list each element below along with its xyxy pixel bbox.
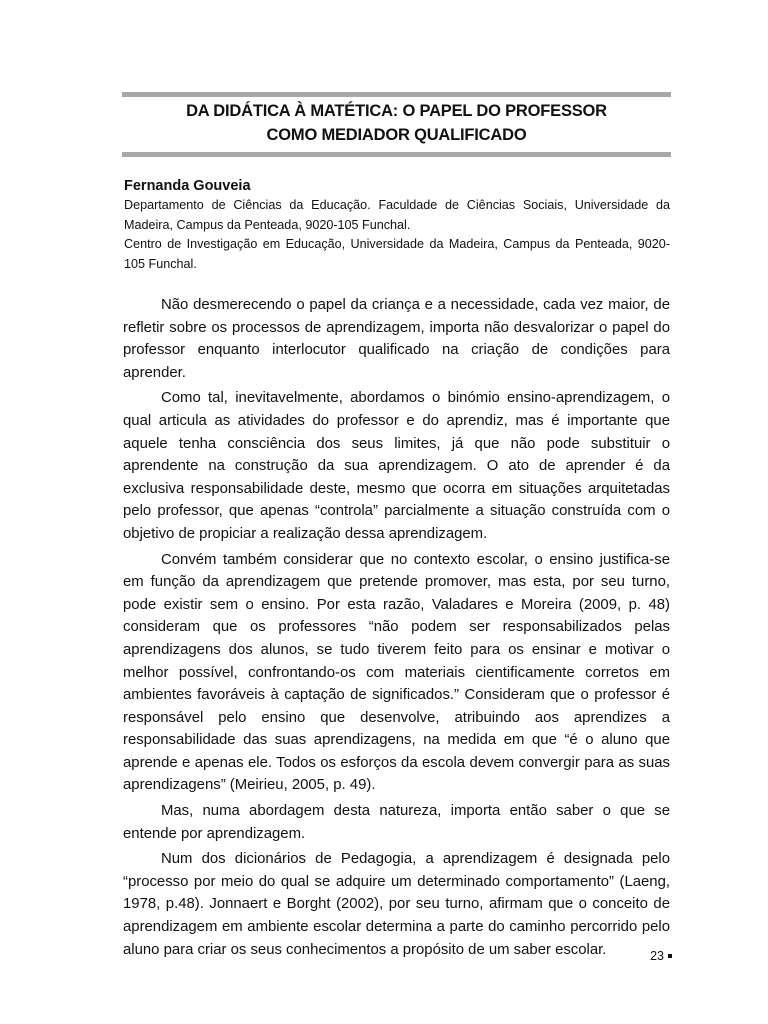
author-block (124, 176, 670, 274)
title-line-1: DA DIDÁTICA À MATÉTICA: O PAPEL DO PROFESSOR (186, 102, 607, 120)
page-number (620, 948, 672, 964)
body-text (123, 294, 670, 964)
title-line-2: COMO MEDIADOR QUALIFICADO (266, 126, 527, 144)
title-top-rule (122, 92, 671, 97)
page-number-value: 23 (650, 949, 664, 963)
paragraph-1: Não desmerecendo o papel da criança e a necessidade, cada vez maior, de refletir sobre os processos de aprendizagem, importa não desvalorizar o papel do professor enquanto interlocutor qualificado na criação de condições para aprender. (123, 297, 670, 381)
title-bottom-rule (122, 152, 671, 157)
paragraph-4: Mas, numa abordagem desta natureza, importa então saber o que se entende por aprendizagem. (123, 803, 670, 842)
paragraph-5: Num dos dicionários de Pedagogia, a aprendizagem é designada pelo “processo por meio do qual se adquire um determinado comportamento” (Laeng, 1978, p.48). Jonnaert e Borght (2002), por seu turno, afirmam que o conceito de aprendizagem em ambiente escolar determina a parte do caminho percorrido pelo aluno para criar os seus conhecimentos a propósito de um saber escolar. (123, 851, 670, 958)
article-title (122, 99, 671, 147)
paragraph-3: Convém também considerar que no contexto escolar, o ensino justifica-se em função da aprendizagem que pretende promover, mas esta, por seu turno, pode existir sem o ensino. Por esta razão, Valadares e Moreira (2009, p. 48) consideram que os professores “não podem ser responsabilizados pelas aprendizagens dos alunos, se tudo tiverem feito para os ensinar e motivar o melhor possível, confrontando-os com materiais cientificamente corretos em ambientes favoráveis à captação de significados.” Consideram que o professor é responsável pelo ensino que desenvolve, atribuindo aos aprendizes a responsabilidade das suas aprendizagens, na medida em que “é o aluno que aprende e apenas ele. Todos os esforços da escola devem convergir para as suas aprendizagens” (Meirieu, 2005, p. 49). (123, 551, 670, 794)
affiliation-2: Centro de Investigação em Educação, Universidade da Madeira, Campus da Penteada, 9020-105 Funchal. (124, 237, 670, 271)
page-number-bullet-icon (668, 954, 672, 958)
affiliation-1: Departamento de Ciências da Educação. Faculdade de Ciências Sociais, Universidade da Madeira, Campus da Penteada, 9020-105 Funchal. (124, 198, 670, 232)
author-name: Fernanda Gouveia (124, 178, 251, 194)
paragraph-2: Como tal, inevitavelmente, abordamos o binómio ensino-aprendizagem, o qual articula as atividades do professor e do aprendiz, mas é importante que aquele tenha consciência dos seus limites, já que não pode substituir o aprendente na construção da sua aprendizagem. O ato de aprender é da exclusiva responsabilidade deste, mesmo que ocorra em situações arquitetadas pelo professor, que apenas “controla” parcialmente a situação construída com o objetivo de propiciar a realização dessa aprendizagem. (123, 390, 670, 542)
